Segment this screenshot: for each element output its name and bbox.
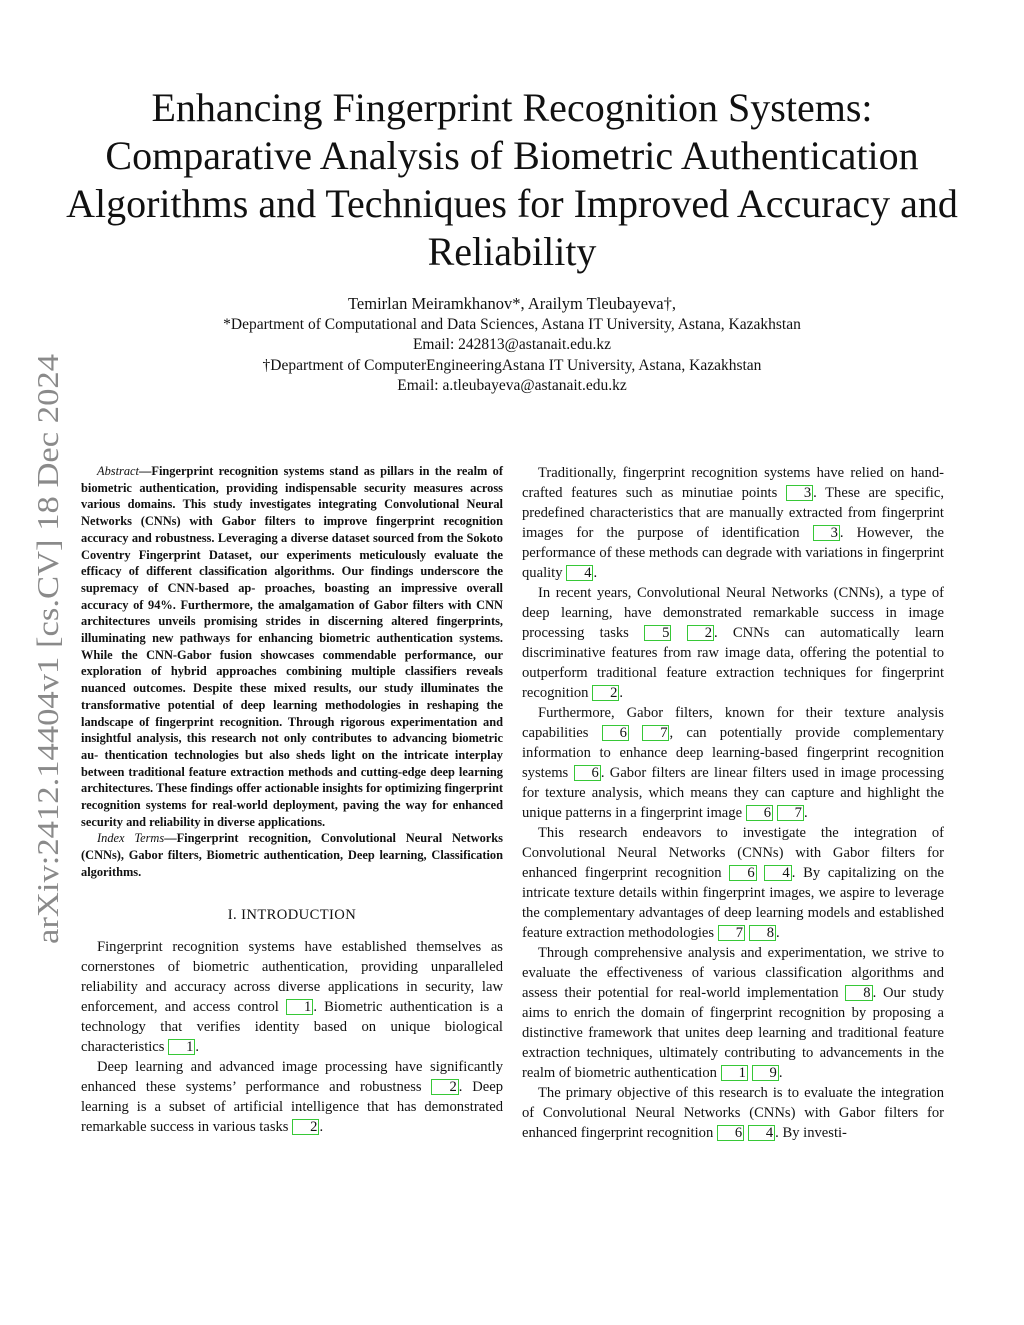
paragraph-text: . By investi-: [775, 1125, 847, 1141]
paragraph: [522, 703, 944, 823]
citation-link[interactable]: 7: [718, 925, 745, 941]
paragraph-text: Furthermore, Gabor filters, known for their texture analysis capabilities: [522, 705, 944, 741]
email-1: Email: 242813@astanait.edu.kz: [412, 336, 612, 353]
abstract-text: —Fingerprint recognition systems stand as pillars in the realm of biometric authentication, providing indispensable security measures across various domains. This study investigates integrating Convolutional Neural Networks (CNNs) with Gabor filters to improve fingerprint recognition accuracy and robustness. Leveraging a diverse dataset sourced from the Sokoto Coventry Fingerprint Dataset, our experiments meticulously evaluate the efficacy of different classification algorithms. Our findings underscore the supremacy of CNN-based ap- proaches, boasting an impressive overall accuracy of 94%. Furthermore, the amalgamation of Gabor filters with CNN architectures unveils promising strides in discerning altered fingerprints, illuminating new pathways for enhancing biometric authentication systems. While the CNN-Gabor fusion showcases commendable performance, our exploration of hybrid approaches combining multiple classifiers reveals nuanced outcomes. Despite these mixed results, our study illuminates the transformative potential of deep learning methodologies in reshaping the landscape of fingerprint recognition. Through rigorous experimentation and insightful analysis, this research not only contributes to advancing biometric au- thentication technologies but also sheds light on the intricate interplay between traditional feature extraction methods and cutting-edge deep learning architectures. These findings offer actionable insights for optimizing fingerprint recognition systems for real-world deployment, paving the way for enhanced security and reliability in diverse applications.: [81, 464, 503, 829]
citation-link[interactable]: 7: [642, 725, 669, 741]
citation-link[interactable]: 4: [566, 565, 593, 581]
author-names: Temirlan Meiramkhanov*, Arailym Tleubayeva†,: [348, 294, 676, 313]
citation-link[interactable]: 6: [574, 765, 601, 781]
paragraph: [522, 943, 944, 1083]
paragraph-text: . CNNs can automatically learn discriminative features from raw image data, offering the potential to outperform traditional feature extraction techniques for fingerprint recognition: [522, 625, 944, 701]
paragraph-text: . Gabor filters are linear filters used in image processing for texture analysis, which means they can capture and highlight the unique patterns in a fingerprint image: [522, 765, 944, 821]
citation-link[interactable]: 1: [286, 999, 313, 1015]
paragraph-text: Fingerprint recognition systems have established themselves as cornerstones of biometric authentication, providing unparalleled reliability and accuracy across diverse applications in security, law enforcement, and access control: [81, 938, 503, 1015]
citation-link[interactable]: 2: [292, 1119, 319, 1135]
paragraph-text: . By capitalizing on the intricate texture details within fingerprint images, we aspire to leverage the complementary advantages of deep learning models and established feature extraction methodologies: [522, 865, 944, 941]
paper-title: Enhancing Fingerprint Recognition Systems: Comparative Analysis of Biometric Authentication Algorithms and Techniques for Improved Accuracy and Reliability: [66, 85, 958, 274]
citation-link[interactable]: 2: [431, 1079, 458, 1095]
index-terms: [81, 830, 503, 880]
paragraph-text: [629, 725, 642, 741]
citation-link[interactable]: 8: [749, 925, 776, 941]
arxiv-stamp: [28, 352, 68, 944]
citation-link[interactable]: 1: [168, 1039, 195, 1055]
paragraph-text: . Biometric authentication is a technology that verifies identity based on unique biological characteristics: [81, 998, 503, 1055]
arxiv-identifier: arXiv:2412.14404v1 [cs.CV] 18 Dec 2024: [30, 415, 65, 944]
paragraph-text: .: [619, 685, 624, 701]
citation-link[interactable]: 8: [845, 985, 872, 1001]
citation-link[interactable]: 6: [717, 1125, 744, 1141]
paragraph-text: In recent years, Convolutional Neural Networks (CNNs), a type of deep learning, have demonstrated remarkable success in image processing tasks: [522, 585, 944, 641]
abstract: [81, 463, 503, 830]
paragraph: [81, 1057, 503, 1137]
citation-link[interactable]: 2: [592, 685, 619, 701]
paragraph-text: . Deep learning is a subset of artificial intelligence that has demonstrated remarkable success in various tasks: [81, 1078, 503, 1135]
left-column: [81, 463, 503, 1137]
paragraph-text: The primary objective of this research is to evaluate the integration of Convolutional Neural Networks (CNNs) with Gabor filters for enhanced fingerprint recognition: [522, 1085, 944, 1141]
email-2: Email: a.tleubayeva@astanait.edu.kz: [397, 377, 627, 394]
introduction-left-body: [81, 937, 503, 1137]
citation-link[interactable]: 1: [721, 1065, 748, 1081]
abstract-label: Abstract: [97, 464, 139, 478]
paragraph: [522, 1083, 944, 1143]
paragraph: [81, 937, 503, 1057]
paragraph-text: , can potentially provide complementary information to enhance deep learning-based fingerprint recognition systems: [522, 725, 944, 781]
affiliation-2: †Department of ComputerEngineeringAstana IT University, Astana, Kazakhstan: [262, 356, 762, 374]
citation-link[interactable]: 9: [752, 1065, 779, 1081]
index-terms-label: Index Terms: [97, 831, 165, 846]
citation-link[interactable]: 4: [764, 865, 791, 881]
citation-link[interactable]: 2: [687, 625, 714, 641]
paragraph-text: Deep learning and advanced image processing have significantly enhanced these systems’ performance and robustness: [81, 1058, 503, 1095]
paragraph-text: .: [778, 1065, 783, 1081]
paragraph-text: .: [803, 805, 808, 821]
paragraph-text: This research endeavors to investigate the integration of Convolutional Neural Networks (CNNs) with Gabor filters for enhanced fingerprint recognition: [522, 825, 944, 881]
paragraph-text: Traditionally, fingerprint recognition systems have relied on hand-crafted features such as minutiae points: [522, 465, 944, 501]
paragraph-text: Through comprehensive analysis and experimentation, we strive to evaluate the effectiveness of various classification algorithms and assess their potential for real-world implementation: [522, 945, 944, 1001]
index-terms-text: —Fingerprint recognition, Convolutional Neural Networks (CNNs), Gabor filters, Biometric authentication, Deep learning, Classification algorithms.: [81, 831, 503, 879]
citation-link[interactable]: 6: [729, 865, 756, 881]
paragraph: [522, 583, 944, 703]
citation-link[interactable]: 6: [602, 725, 629, 741]
paragraph: [522, 823, 944, 943]
author-block: [100, 294, 924, 397]
paragraph-text: .: [593, 565, 598, 581]
paragraph-text: [671, 625, 686, 641]
paragraph-text: . Our study aims to enrich the domain of fingerprint recognition by proposing a distinctive framework that unites deep learning and traditional feature extraction techniques, ultimately contributing to advancements in the realm of biometric authentication: [522, 985, 944, 1081]
citation-link[interactable]: 6: [746, 805, 773, 821]
citation-link[interactable]: 4: [748, 1125, 775, 1141]
citation-link[interactable]: 7: [777, 805, 804, 821]
paragraph-text: . However, the performance of these methods can degrade with variations in fingerprint quality: [522, 525, 944, 581]
citation-link[interactable]: 3: [813, 525, 840, 541]
introduction-right-body: [522, 463, 944, 1143]
paragraph-text: . These are specific, predefined characteristics that are manually extracted from fingerprint images for the purpose of identification: [522, 485, 944, 541]
citation-link[interactable]: 5: [644, 625, 671, 641]
section-heading-introduction: I. INTRODUCTION: [227, 906, 357, 923]
right-column: [522, 463, 944, 1143]
affiliation-1: *Department of Computational and Data Sciences, Astana IT University, Astana, Kazakhstan: [223, 315, 801, 333]
paragraph-text: .: [775, 925, 780, 941]
paragraph-text: .: [319, 1118, 324, 1135]
citation-link[interactable]: 3: [786, 485, 813, 501]
paragraph: [522, 463, 944, 583]
paragraph-text: [757, 865, 765, 881]
paragraph-text: .: [195, 1038, 200, 1055]
